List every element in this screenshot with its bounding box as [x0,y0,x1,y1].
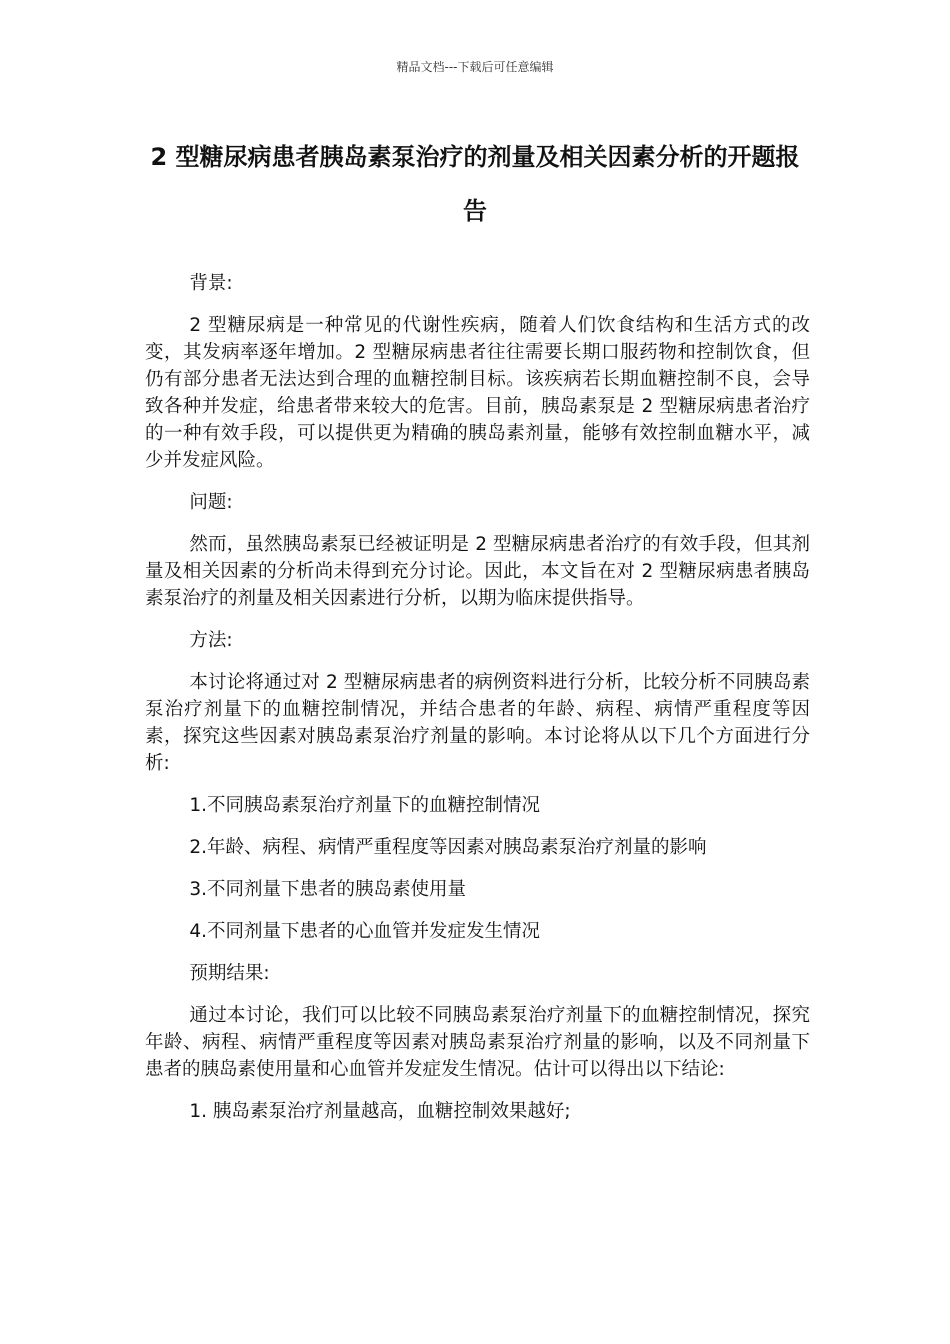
results-paragraph: 通过本讨论，我们可以比较不同胰岛素泵治疗剂量下的血糖控制情况，探究年龄、病程、病情严重程度等因素对胰岛素泵治疗剂量的影响，以及不同剂量下患者的胰岛素使用量和心血管并发症发生情况。估计可以得出以下结论: [145,1005,810,1080]
results-heading: 预期结果: [189,963,270,984]
method-list-item: 2.年龄、病程、病情严重程度等因素对胰岛素泵治疗剂量的影响 [189,837,707,858]
method-list-item: 1.不同胰岛素泵治疗剂量下的血糖控制情况 [189,795,541,816]
background-heading: 背景: [189,273,233,294]
method-list-item: 4.不同剂量下患者的心血管并发症发生情况 [189,921,541,942]
method-heading: 方法: [189,630,233,651]
background-paragraph: 2 型糖尿病是一种常见的代谢性疾病，随着人们饮食结构和生活方式的改变，其发病率逐年增加。2 型糖尿病患者往往需要长期口服药物和控制饮食，但仍有部分患者无法达到合理的血糖控制目标。该疾病若长期血糖控制不良，会导致各种并发症，给患者带来较大的危害。目前，胰岛素泵是 2 型糖尿病患者治疗的一种有效手段，可以提供更为精确的胰岛素剂量，能够有效控制血糖水平，减少并发症风险。 [145,315,810,471]
header-note: 精品文档---下载后可任意编辑 [396,60,554,74]
document-body [145,270,810,1140]
problem-paragraph: 然而，虽然胰岛素泵已经被证明是 2 型糖尿病患者治疗的有效手段，但其剂量及相关因素的分析尚未得到充分讨论。因此，本文旨在对 2 型糖尿病患者胰岛素泵治疗的剂量及相关因素进行分析，以期为临床提供指导。 [145,534,810,609]
results-list-item: 1. 胰岛素泵治疗剂量越高，血糖控制效果越好; [189,1101,571,1122]
method-list-item: 3.不同剂量下患者的胰岛素使用量 [189,879,467,900]
document-title: 2 型糖尿病患者胰岛素泵治疗的剂量及相关因素分析的开题报告 [150,143,800,225]
method-paragraph: 本讨论将通过对 2 型糖尿病患者的病例资料进行分析，比较分析不同胰岛素泵治疗剂量下的血糖控制情况，并结合患者的年龄、病程、病情严重程度等因素，探究这些因素对胰岛素泵治疗剂量的影响。本讨论将从以下几个方面进行分析: [145,672,810,774]
problem-heading: 问题: [189,492,233,513]
